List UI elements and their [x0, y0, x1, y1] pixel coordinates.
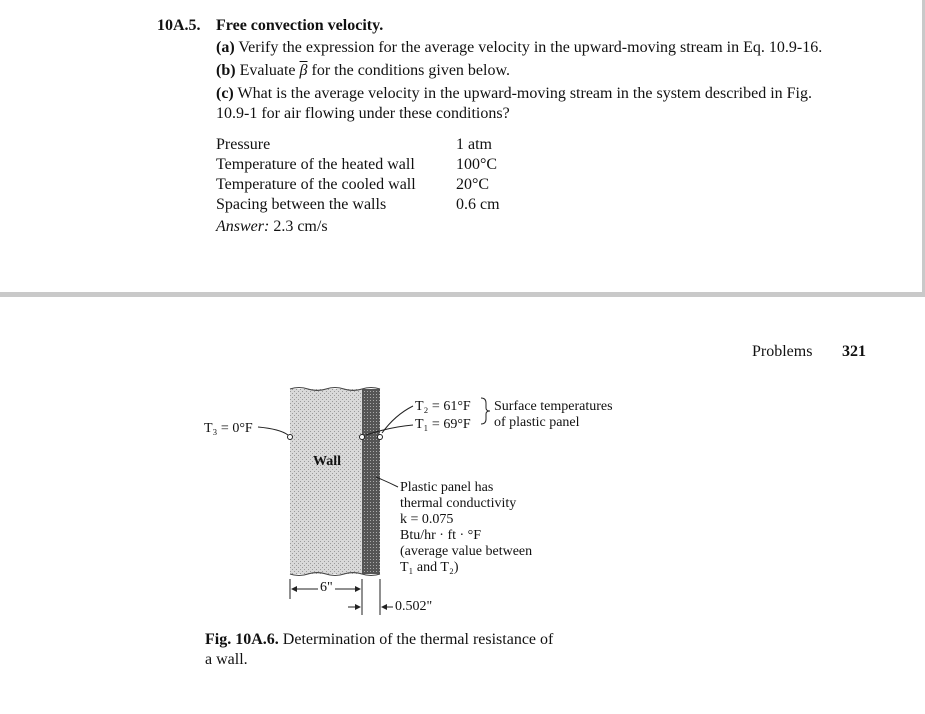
condition-value: 100°C: [456, 156, 498, 173]
part-c-label: (c): [216, 85, 234, 102]
surface-label-line2: of plastic panel: [494, 415, 580, 430]
caption-label: Fig. 10A.6.: [205, 631, 279, 648]
surface-label-line1: Surface temperatures: [494, 399, 613, 414]
problem-number: 10A.5.: [157, 17, 201, 34]
part-b-label: (b): [216, 62, 236, 79]
condition-value: 0.6 cm: [456, 196, 500, 213]
figure-caption: [205, 630, 553, 650]
condition-name: Spacing between the walls: [216, 196, 387, 213]
upper-page: [0, 0, 925, 292]
condition-name: Temperature of the cooled wall: [216, 176, 416, 193]
plastic-panel: [362, 389, 380, 574]
panel-note-line: (average value between: [400, 544, 533, 559]
part-b-text-before: Evaluate: [239, 62, 300, 79]
answer: [216, 217, 328, 237]
wall-label: Wall: [313, 454, 342, 469]
panel-note-line: Plastic panel has: [400, 480, 494, 495]
page-number: 321: [842, 343, 866, 360]
condition-value: 20°C: [456, 176, 490, 193]
condition-value: 1 atm: [456, 136, 492, 153]
part-b: [216, 61, 510, 81]
panel-note-line: T₁ and T₂): [400, 560, 459, 575]
caption-text: Determination of the thermal resistance of: [282, 631, 554, 648]
t1-label: T₁ = 69°F: [415, 417, 471, 432]
t3-label: T₃ = 0°F: [204, 421, 253, 436]
condition-name: Pressure: [216, 136, 271, 153]
part-b-text-after: for the conditions given below.: [307, 62, 510, 79]
panel-note-line: thermal conductivity: [400, 496, 517, 511]
lower-page: [0, 297, 925, 714]
part-c-line2: 10.9-1 for air flowing under these conditions?: [216, 105, 510, 122]
part-c-line1: What is the average velocity in the upward-moving stream in the system described in Fig.: [237, 85, 812, 102]
part-a-text: Verify the expression for the average velocity in the upward-moving stream in Eq. 10.9-16.: [238, 39, 823, 56]
t2-label: T₂ = 61°F: [415, 399, 471, 414]
condition-name: Temperature of the heated wall: [216, 156, 415, 173]
answer-label: Answer:: [216, 218, 270, 235]
panel-note-line: k = 0.075: [400, 512, 454, 527]
answer-value: 2.3 cm/s: [273, 218, 328, 235]
dimension-wall: 6": [320, 580, 333, 595]
part-a-label: (a): [216, 39, 235, 56]
part-c: [216, 84, 812, 104]
beta-symbol: $\overline{\beta}$: [299, 62, 308, 79]
panel-note-line: Btu/hr · ft · °F: [400, 528, 482, 543]
caption-line2: a wall.: [205, 651, 248, 668]
part-a: [216, 38, 822, 58]
running-header: Problems: [752, 343, 813, 360]
wall-body: [290, 389, 362, 574]
problem-title: Free convection velocity.: [216, 17, 384, 34]
dimension-panel: 0.502": [395, 599, 433, 614]
